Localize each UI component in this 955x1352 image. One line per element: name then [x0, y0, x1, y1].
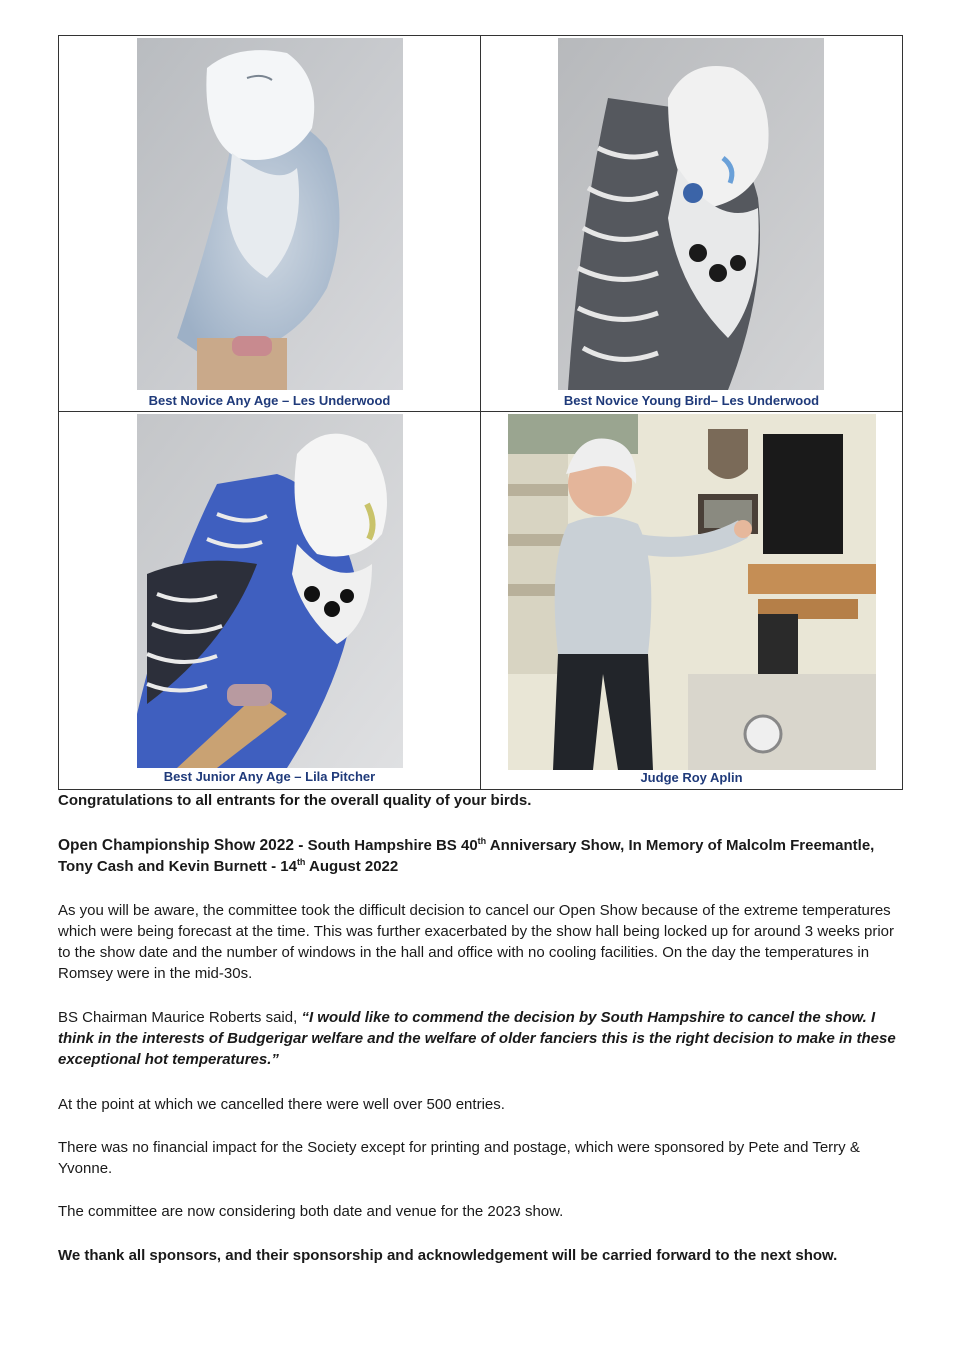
photo-caption: Best Junior Any Age – Lila Pitcher [163, 769, 376, 784]
photo-cell-best-novice-young-bird [481, 36, 902, 412]
budgerigar-photo-cobalt [137, 414, 403, 768]
paragraph-financial-impact: There was no financial impact for the Society except for printing and postage, which were sponsored by Pete and Terry & Yvonne. [58, 1139, 860, 1177]
heading-part1: South Hampshire BS 40 [303, 837, 478, 854]
show-heading [58, 835, 903, 877]
photo-caption: Best Novice Any Age – Les Underwood [148, 393, 391, 408]
photo-cell-best-junior-any-age [59, 412, 481, 789]
judge-photo [508, 414, 876, 770]
photo-table [58, 35, 903, 790]
photo-caption: Best Novice Young Bird– Les Underwood [563, 393, 820, 408]
heading-part3: August 2022 [305, 858, 399, 875]
quote-intro: BS Chairman Maurice Roberts said, [58, 1009, 302, 1026]
heading-lead: Open Championship Show 2022 - [58, 837, 304, 854]
budgerigar-photo-pale-blue [137, 38, 403, 390]
paragraph-venue: The committee are now considering both date and venue for the 2023 show. [58, 1203, 564, 1220]
photo-cell-judge [481, 412, 902, 789]
paragraph-cancellation: As you will be aware, the committee took the difficult decision to cancel our Open Show because of the extreme temperatures which were being forecast at the time. This was further exacerbated by the show hall being locked up for around 3 weeks prior to the show date and the number of windows in the hall and office with no cooling facilities. On the day the temperatures in Romsey were in the mid-30s. [58, 902, 895, 982]
heading-sup1: th [477, 836, 487, 846]
chairman-quote: “I would like to commend the decision by South Hampshire to cancel the show. I think in the interests of Budgerigar welfare and the welfare of older fanciers this is the right decision to make in these exceptional hot temperatures.” [58, 1009, 896, 1068]
paragraph-chairman-quote [58, 1007, 903, 1070]
paragraph-entries: At the point at which we cancelled there were well over 500 entries. [58, 1096, 505, 1113]
heading-part2: Anniversary Show, In Memory of Malcolm Freemantle, Tony Cash and Kevin Burnett - 14 [58, 837, 875, 875]
photo-caption: Judge Roy Aplin [640, 770, 743, 785]
paragraph-sponsors-thanks: We thank all sponsors, and their sponsorship and acknowledgement will be carried forward to the next show. [58, 1247, 838, 1264]
budgerigar-photo-grey-crest [558, 38, 824, 390]
congratulations-text: Congratulations to all entrants for the overall quality of your birds. [58, 792, 532, 809]
heading-sup2: th [296, 857, 306, 867]
photo-cell-best-novice-any-age [59, 36, 481, 412]
